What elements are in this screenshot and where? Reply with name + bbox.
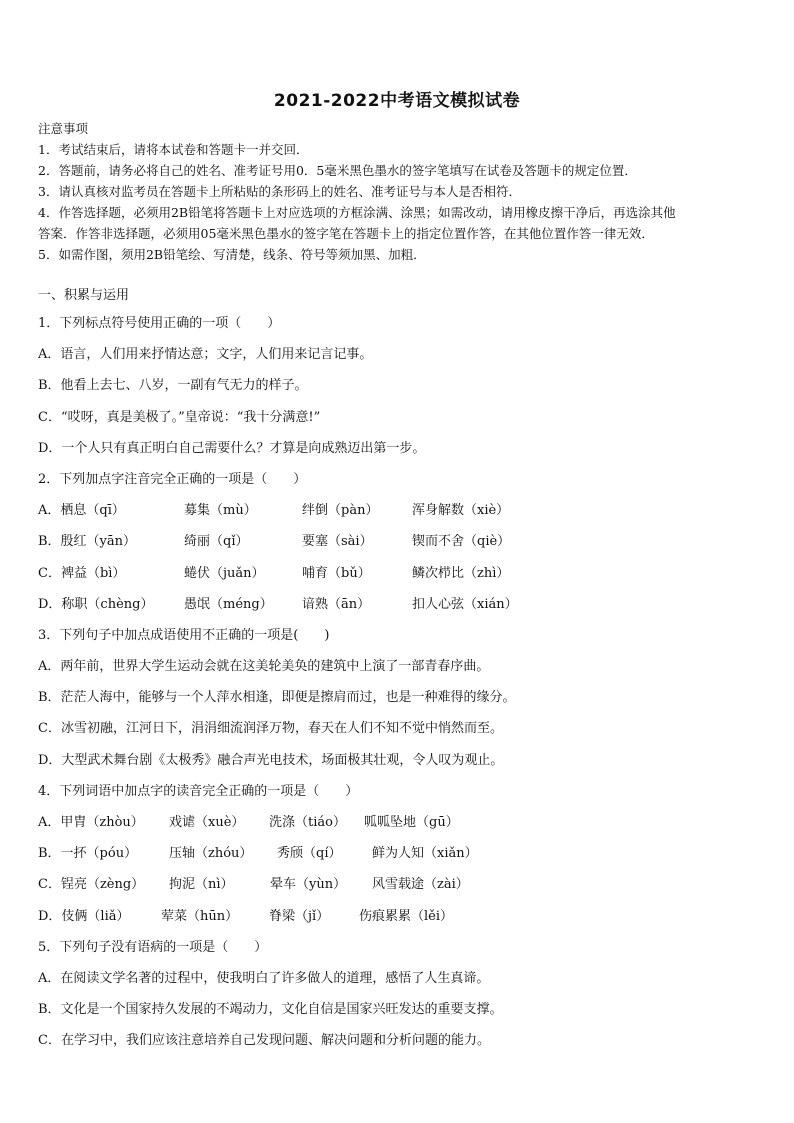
- option-b: B．文化是一个国家持久发展的不竭动力，文化自信是国家兴旺发达的重要支撑。: [38, 1002, 503, 1018]
- option-a: [38, 499, 768, 530]
- option-a: A．在阅读文学名著的过程中，使我明白了许多做人的道理，感悟了人生真谛。: [38, 970, 490, 986]
- option-term: 蜷伏（juǎn）: [184, 565, 265, 581]
- option-c: [38, 562, 768, 593]
- option-term: D．伎俩（liǎ）: [38, 908, 130, 924]
- option-term: C．裨益（bì）: [38, 565, 126, 581]
- notice-item: 1．考试结束后，请将本试卷和答题卡一并交回．: [38, 142, 309, 157]
- notice-block: [38, 118, 768, 265]
- option-term: 鳞次栉比（zhì）: [412, 565, 510, 581]
- option-a: [38, 811, 768, 842]
- option-term: 谙熟（ān）: [302, 596, 371, 612]
- option-term: 拘泥（nì）: [169, 877, 234, 893]
- option-term: 募集（mù）: [184, 503, 257, 519]
- notice-item: 3．请认真核对监考员在答题卡上所粘贴的条形码上的姓名、准考证号与本人是否相符．: [38, 184, 521, 199]
- option-a: A．两年前，世界大学生运动会就在这美轮美奂的建筑中上演了一部青春序曲。: [38, 659, 490, 675]
- option-c: C．在学习中，我们应该注意培养自己发现问题、解决问题和分析问题的能力。: [38, 1033, 490, 1049]
- notice-item: 2．答题前，请务必将自己的姓名、准考证号用0．5毫米黑色墨水的签字笔填写在试卷及答题卡的规定位置．: [38, 163, 637, 178]
- option-term: D．称职（chèng）: [38, 596, 154, 612]
- notice-item: 4．作答选择题，必须用2B铅笔将答题卡上对应选项的方框涂满、涂黑；如需改动，请用橡皮擦干净后，再选涂其他: [38, 205, 676, 220]
- question-stem: 5．下列句子没有语病的一项是（ ）: [38, 939, 268, 955]
- option-d: D．一个人只有真正明白自己需要什么？才算是向成熟迈出第一步。: [38, 440, 426, 456]
- option-term: 洗涤（tiáo）: [269, 815, 346, 830]
- option-d: [38, 905, 768, 936]
- option-term: 呱呱坠地（gū）: [364, 815, 459, 830]
- page-title: 2021-2022中考语文模拟试卷: [273, 91, 521, 111]
- option-term: A．栖息（qī）: [38, 503, 125, 519]
- option-term: 荤菜（hūn）: [161, 908, 239, 924]
- option-term: 伤痕累累（lěi）: [359, 908, 454, 924]
- question-stem: 2．下列加点字注音完全正确的一项是（ ）: [38, 471, 307, 487]
- option-b: B．他看上去七、八岁，一副有气无力的样子。: [38, 378, 308, 394]
- option-a: A．语言，人们用来抒情达意；文字，人们用来记言记事。: [38, 347, 373, 363]
- option-term: 浑身解数（xiè）: [412, 503, 510, 519]
- option-term: 脊梁（jǐ）: [269, 908, 330, 924]
- option-term: 晕车（yùn）: [270, 877, 347, 893]
- option-term: 哺育（bǔ）: [302, 565, 371, 581]
- option-term: B．殷红（yān）: [38, 534, 137, 550]
- option-term: 要塞（sài）: [302, 534, 373, 550]
- option-term: B．一抔（póu）: [38, 846, 138, 862]
- option-term: 压轴（zhóu）: [169, 846, 253, 862]
- option-c: C．“哎呀，真是美极了。”皇帝说：“我十分满意!”: [38, 409, 321, 425]
- option-term: C．锃亮（zèng）: [38, 877, 145, 893]
- option-term: 锲而不舍（qiè）: [412, 534, 511, 550]
- option-d: D．大型武术舞台剧《太极秀》融合声光电技术，场面极其壮观，令人叹为观止。: [38, 752, 504, 768]
- option-b: [38, 842, 768, 873]
- section-heading: 一、积累与运用: [38, 288, 130, 303]
- option-b: [38, 530, 768, 561]
- option-term: 绊倒（pàn）: [302, 503, 379, 519]
- option-term: 鲜为人知（xiǎn）: [372, 846, 478, 862]
- option-c: C．冰雪初融，江河日下，涓涓细流润泽万物，春天在人们不知不觉中悄然而至。: [38, 721, 503, 737]
- option-term: 绮丽（qǐ）: [184, 534, 249, 550]
- option-d: [38, 593, 768, 624]
- option-term: A．甲胄（zhòu）: [38, 815, 144, 830]
- notice-item: 答案．作答非选择题，必须用05毫米黑色墨水的签字笔在答题卡上的指定位置作答，在其他位置作答一律无效．: [38, 226, 654, 241]
- notice-heading: 注意事项: [38, 121, 89, 136]
- option-term: 戏谑（xuè）: [169, 815, 245, 830]
- question-stem: 1．下列标点符号使用正确的一项（ ）: [38, 316, 281, 331]
- question-stem: 4．下列词语中加点字的读音完全正确的一项是（ ）: [38, 783, 359, 799]
- notice-item: 5．如需作图，须用2B铅笔绘、写清楚，线条、符号等须加黑、加粗．: [38, 247, 426, 262]
- option-b: B．茫茫人海中，能够与一个人萍水相逢，即便是擦肩而过，也是一种难得的缘分。: [38, 690, 516, 706]
- question-body: [38, 284, 768, 1061]
- option-term: 风雪载途（zài）: [372, 877, 469, 893]
- option-term: 秀颀（qí）: [277, 846, 342, 862]
- option-term: 扣人心弦（xián）: [412, 596, 518, 612]
- option-c: [38, 873, 768, 904]
- option-term: 愚氓（méng）: [184, 596, 273, 612]
- question-stem: 3．下列句子中加点成语使用不正确的一项是( ): [38, 627, 330, 643]
